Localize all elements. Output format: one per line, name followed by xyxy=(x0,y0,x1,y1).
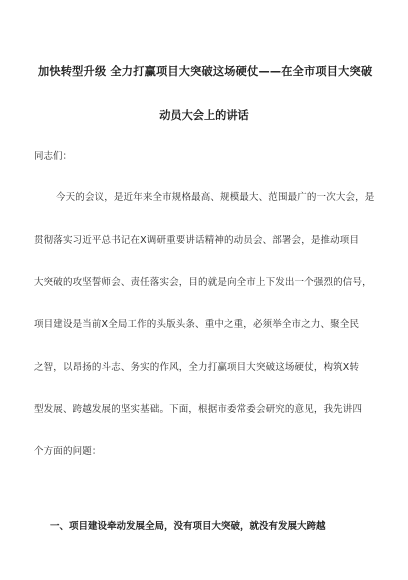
body-paragraph-line: 贯彻落实习近平总书记在X调研重要讲话精神的动员会、部署会，是推动项目 xyxy=(34,235,360,246)
body-paragraph-line: 大突破的攻坚誓师会、责任落实会，目的就是向全市上下发出一个强烈的信号， xyxy=(34,277,372,288)
body-paragraph-line: 之智，以昂扬的斗志、务实的作风，全力打赢项目大突破这场硬仗，构筑X转 xyxy=(34,362,360,373)
body-paragraph-line: 型发展、跨越发展的坚实基础。下面，根据市委常委会研究的意见，我先讲四 xyxy=(34,404,363,415)
body-paragraph-line: 项目建设是当前X全局工作的头版头条、重中之重，必须举全市之力、聚全民 xyxy=(34,319,360,330)
body-paragraph-line: 今天的会议，是近年来全市规格最高、规模最大、范围最广的一次大会，是 xyxy=(56,192,375,203)
document-title-line-2: 动员大会上的讲话 xyxy=(159,109,249,122)
document-title-line-1: 加快转型升级 全力打赢项目大突破这场硬仗——在全市项目大突破 xyxy=(38,65,373,78)
body-paragraph-line: 个方面的问题： xyxy=(34,446,102,457)
salutation: 同志们： xyxy=(34,151,73,162)
section-heading: 一、项目建设牵动发展全局，没有项目大突破，就没有发展大跨越 xyxy=(50,521,326,532)
